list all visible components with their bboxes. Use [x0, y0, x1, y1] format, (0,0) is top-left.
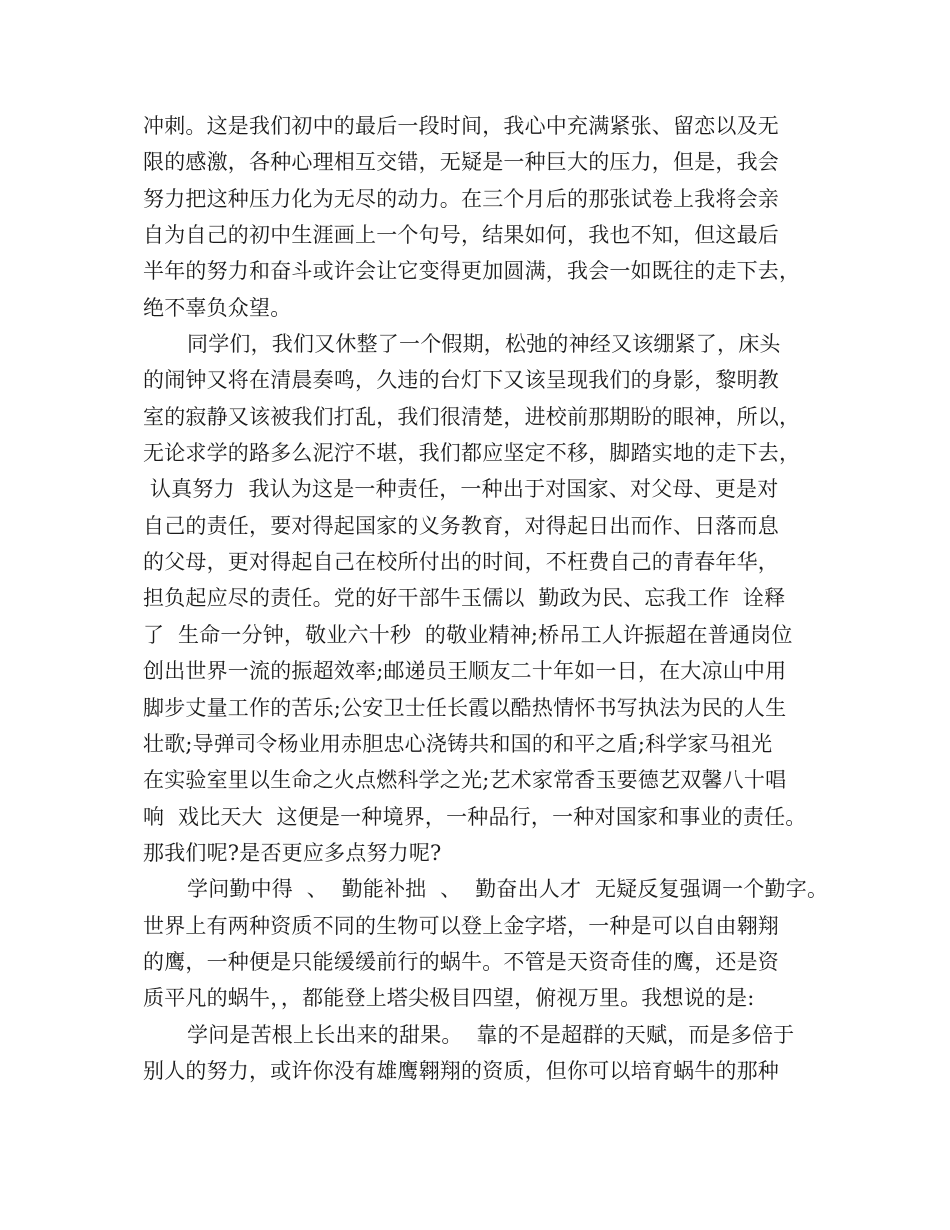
text-line: 脚步丈量工作的苦乐;公安卫士任长霞以酷热情怀书写执法为民的人生: [143, 695, 787, 720]
text-line: 别人的努力，或许你没有雄鹰翱翔的资质，但你可以培育蜗牛的那种: [143, 1058, 779, 1083]
text-line: 限的感激，各种心理相互交错，无疑是一种巨大的压力，但是，我会: [143, 150, 779, 175]
paragraph-first-line: 学问是苦根上长出来的甜果。 靠的不是超群的天赋，而是多倍于: [187, 1022, 795, 1047]
text-line: 认真努力 我认为这是一种责任，一种出于对国家、对父母、更是对: [143, 477, 779, 502]
text-line: 壮歌;导弹司令杨业用赤胆忠心浇铸共和国的和平之盾;科学家马祖光: [143, 731, 773, 756]
text-line: 冲刺。这是我们初中的最后一段时间，我心中充满紧张、留恋以及无: [143, 114, 779, 138]
text-line: 努力把这种压力化为无尽的动力。在三个月后的那张试卷上我将会亲: [143, 186, 779, 211]
text-line: 室的寂静又该被我们打乱，我们很清楚，进校前那期盼的眼神，所以，: [143, 404, 801, 429]
paragraph-first-line: 同学们，我们又休整了一个假期，松弛的神经又该绷紧了，床头: [187, 332, 781, 357]
text-line: 自己的责任，要对得起国家的义务教育，对得起日出而作、日落而息: [143, 513, 779, 538]
text-line: 了 生命一分钟，敬业六十秒 的敬业精神;桥吊工人许振超在普通岗位: [143, 622, 793, 647]
text-line: 担负起应尽的责任。党的好干部牛玉儒以 勤政为民、忘我工作 诠释: [143, 586, 786, 611]
text-line: 质平凡的蜗牛，，都能登上塔尖极目四望，俯视万里。我想说的是:: [143, 986, 755, 1011]
text-line: 世界上有两种资质不同的生物可以登上金字塔，一种是可以自由翱翔: [143, 913, 779, 938]
paragraph-first-line: 学问勤中得 、 勤能补拙 、 勤奋出人才 无疑反复强调一个勤字。: [187, 877, 829, 902]
text-line: 绝不辜负众望。: [143, 295, 292, 320]
text-line: 半年的努力和奋斗或许会让它变得更加圆满，我会一如既往的走下去，: [143, 259, 801, 284]
document-body: [143, 108, 829, 1089]
text-line: 自为自己的初中生涯画上一个句号，结果如何，我也不知，但这最后: [143, 223, 779, 248]
text-line: 创出世界一流的振超效率;邮递员王顺友二十年如一日，在大凉山中用: [143, 659, 787, 684]
text-line: 的父母，更对得起自己在校所付出的时间，不枉费自己的青春年华，: [143, 550, 779, 575]
text-line: 的鹰，一种便是只能缓缓前行的蜗牛。不管是天资奇佳的鹰，还是资: [143, 949, 779, 974]
text-line: 在实验室里以生命之火点燃科学之光;艺术家常香玉要德艺双馨八十唱: [143, 768, 787, 793]
text-line: 响 戏比天大 这便是一种境界，一种品行，一种对国家和事业的责任。: [143, 804, 807, 829]
text-line: 的闹钟又将在清晨奏鸣，久违的台灯下又该呈现我们的身影，黎明教: [143, 368, 779, 393]
text-line: 无论求学的路多么泥泞不堪，我们都应坚定不移，脚踏实地的走下去，: [143, 441, 801, 466]
text-line: 那我们呢?是否更应多点努力呢?: [143, 840, 442, 865]
